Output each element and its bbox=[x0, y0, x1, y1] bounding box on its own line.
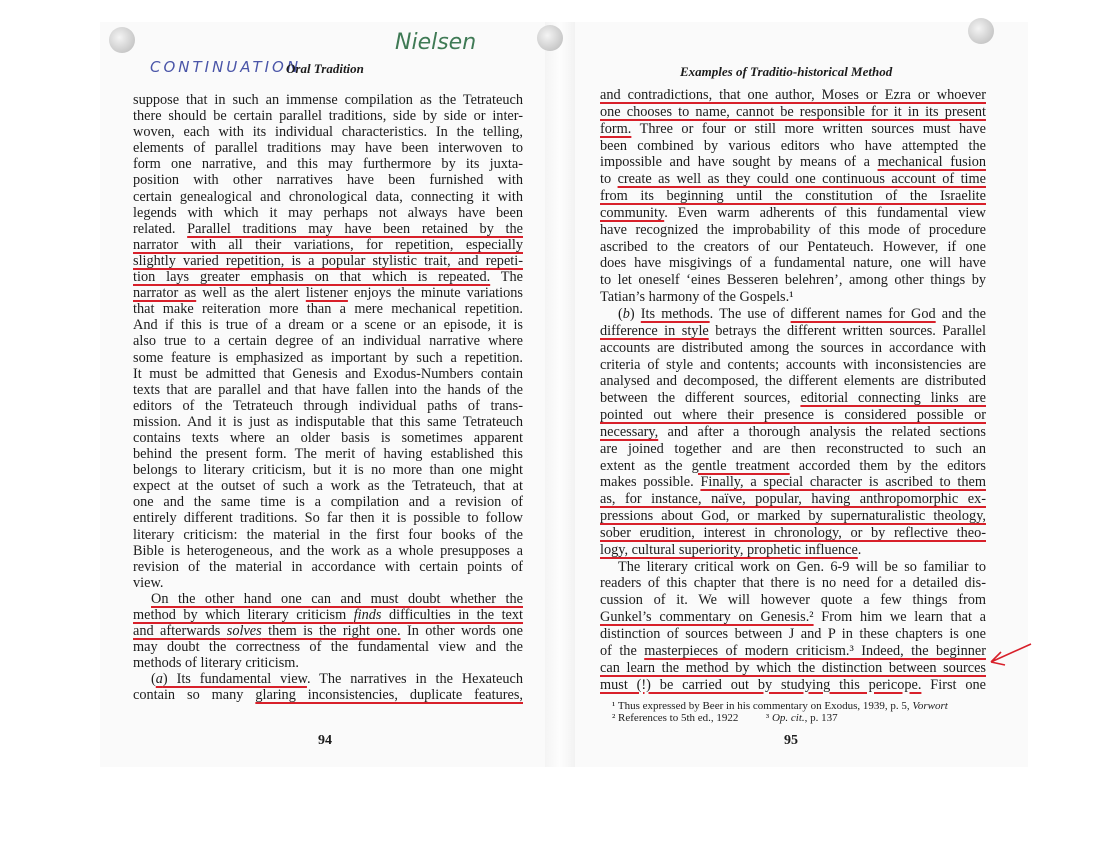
text-segment: there should be certain parallel traditions, side by side or inter- bbox=[133, 108, 523, 125]
text-line bbox=[133, 446, 523, 462]
underlined-text: narrator as bbox=[133, 285, 197, 302]
text-line bbox=[600, 373, 986, 390]
underlined-text: form. bbox=[600, 120, 632, 137]
text-line bbox=[133, 607, 523, 623]
text-segment: And if this is true of a dream or a scene or an episode, it is bbox=[133, 317, 523, 334]
text-segment: ( bbox=[618, 305, 623, 322]
underlined-text: sober erudition, interest in chronology, or by reflective theo- bbox=[600, 524, 986, 541]
text-segment: position with other narratives have been furnished with bbox=[133, 172, 523, 189]
text-segment: may doubt the correctness of the fundamental view and the bbox=[133, 639, 523, 656]
text-line bbox=[133, 687, 523, 703]
text-line bbox=[600, 559, 986, 576]
text-line bbox=[133, 623, 523, 639]
text-line bbox=[600, 390, 986, 407]
footnote bbox=[612, 712, 992, 724]
text-segment: well as the alert bbox=[196, 285, 306, 302]
underlined-text: can learn the method by which the distinction between sources bbox=[600, 659, 986, 676]
text-segment: also true to a certain degree of an individual narrative where bbox=[133, 333, 523, 350]
text-segment: form one narrative, and this may furthermore by its juxta- bbox=[133, 156, 523, 173]
text-line bbox=[133, 543, 523, 559]
text-line bbox=[133, 382, 523, 398]
text-line bbox=[133, 285, 523, 301]
text-line bbox=[133, 92, 523, 108]
text-line bbox=[133, 527, 523, 543]
punch-hole bbox=[968, 18, 994, 44]
underlined-text: and afterwards bbox=[133, 623, 227, 640]
text-line bbox=[600, 609, 986, 626]
text-segment: woven, each with its individual characteristics. In the telling, bbox=[133, 124, 523, 141]
text-line bbox=[600, 407, 986, 424]
text-segment: ³ bbox=[765, 712, 772, 724]
text-line bbox=[600, 474, 986, 491]
text-segment: ¹ Thus expressed by Beer in his commentary on Exodus, 1939, p. 5, bbox=[612, 700, 913, 712]
text-line bbox=[600, 154, 986, 171]
text-segment: expect at the outset of such a work as the Tetrateuch, that at bbox=[133, 478, 523, 495]
punch-hole bbox=[109, 27, 135, 53]
text-segment: and after a thorough analysis the related sections bbox=[658, 423, 986, 440]
underlined-text: Gunkel’s commentary on Genesis.² bbox=[600, 609, 814, 626]
text-segment: First one bbox=[921, 676, 986, 693]
text-segment: . The narratives in the Hexateuch bbox=[306, 671, 523, 688]
text-line bbox=[133, 462, 523, 478]
text-line bbox=[600, 255, 986, 272]
text-segment: distinction of sources between J and P in these chapters is one bbox=[600, 626, 986, 642]
text-line bbox=[600, 306, 986, 323]
text-segment: contain so many bbox=[133, 687, 256, 704]
underlined-text: narrator with all their variations, for repetition, especially bbox=[133, 236, 523, 253]
text-line bbox=[133, 253, 523, 269]
text-line bbox=[133, 494, 523, 510]
text-line bbox=[133, 350, 523, 366]
text-segment: ascribed to the creators of our Pentateuch. However, if one bbox=[600, 238, 986, 255]
text-segment: accorded them by the editors bbox=[789, 457, 986, 474]
text-line bbox=[133, 108, 523, 124]
text-line bbox=[600, 104, 986, 121]
underlined-text: masterpieces of modern criticism.³ Indeed, the beginner bbox=[644, 642, 986, 659]
text-line bbox=[133, 398, 523, 414]
text-segment: readers of this chapter that there is no need for a detailed dis- bbox=[600, 575, 986, 592]
underlined-text: community bbox=[600, 204, 665, 221]
text-segment: Three or four or still more written sources must have bbox=[631, 120, 986, 137]
text-segment: mission. And it is just as indisputable that this same Tetrateuch bbox=[133, 413, 523, 430]
text-segment: revision of the material in accordance with certain points of bbox=[133, 558, 523, 575]
text-segment: Op. cit. bbox=[771, 712, 805, 724]
text-segment: makes possible. bbox=[600, 474, 701, 491]
text-line bbox=[600, 458, 986, 475]
text-line bbox=[600, 239, 986, 256]
text-segment: texts that are parallel and that have fallen into the hands of the bbox=[133, 381, 523, 398]
text-line bbox=[133, 414, 523, 430]
text-line bbox=[600, 121, 986, 138]
text-line bbox=[133, 189, 523, 205]
text-line bbox=[600, 542, 986, 559]
text-segment: that make reiteration more than a mere mechanical repetition. bbox=[133, 301, 523, 318]
text-line bbox=[600, 205, 986, 222]
text-line bbox=[600, 138, 986, 155]
underlined-text: slightly varied repetition, is a popular stylistic trait, and repeti- bbox=[133, 252, 523, 269]
underlined-text: from its beginning until the constitution of the Israelite bbox=[600, 188, 986, 205]
underlined-text: them is the right one. bbox=[261, 623, 401, 640]
text-line bbox=[133, 205, 523, 221]
text-line bbox=[600, 677, 986, 694]
footnote bbox=[612, 700, 992, 712]
text-segment: b bbox=[622, 305, 630, 322]
text-segment: The bbox=[490, 269, 524, 286]
text-segment: extent as the bbox=[600, 457, 692, 474]
text-line bbox=[600, 424, 986, 441]
text-line bbox=[600, 87, 986, 104]
text-segment: some feature is emphasized as important by such a repetition. bbox=[133, 349, 523, 366]
text-line bbox=[133, 221, 523, 237]
punch-hole bbox=[537, 25, 563, 51]
text-line bbox=[600, 491, 986, 508]
underlined-text: finds bbox=[353, 607, 382, 623]
text-segment: ( bbox=[151, 671, 156, 688]
text-segment: belongs to literary criticism, but it is no more than one might bbox=[133, 462, 523, 479]
text-line bbox=[133, 559, 523, 575]
text-segment: editors of the Tetrateuch through individual paths of trans- bbox=[133, 397, 523, 414]
text-segment: certain genealogical and chronological data, connecting it with bbox=[133, 188, 523, 205]
text-segment: been combined by various editors who have attempted the bbox=[600, 137, 986, 154]
text-segment bbox=[738, 712, 766, 724]
text-line bbox=[133, 655, 523, 671]
text-segment: accounts are distributed among the sources in accordance with bbox=[600, 339, 986, 356]
text-line bbox=[600, 171, 986, 188]
text-line bbox=[133, 237, 523, 253]
text-line bbox=[600, 575, 986, 592]
underlined-text: listener bbox=[305, 285, 348, 302]
text-segment: , p. 137 bbox=[804, 712, 838, 724]
text-line bbox=[600, 272, 986, 289]
text-line bbox=[600, 441, 986, 458]
underlined-text: editorial connecting links are bbox=[800, 390, 986, 407]
text-segment: of the bbox=[600, 642, 645, 659]
footnotes bbox=[612, 700, 992, 724]
text-segment: From him we learn that a bbox=[813, 609, 986, 626]
text-segment: Tatian’s harmony of the Gospels.¹ bbox=[600, 289, 794, 306]
text-line bbox=[600, 323, 986, 340]
text-line bbox=[600, 508, 986, 525]
text-segment: one and the same time is a compilation and a revision of bbox=[133, 494, 523, 511]
text-segment: . bbox=[857, 541, 862, 558]
underlined-text: solves bbox=[226, 623, 262, 640]
text-segment: to bbox=[600, 171, 618, 188]
underlined-text: logy, cultural superiority, prophetic influence bbox=[600, 541, 858, 558]
text-segment: It must be admitted that Genesis and Exodus-Numbers contain bbox=[133, 365, 523, 382]
text-segment: In other words one bbox=[400, 623, 524, 640]
text-segment: view. bbox=[133, 574, 164, 591]
underlined-text: tion lays greater emphasis on that which is repeated. bbox=[133, 269, 491, 286]
page-number-right: 95 bbox=[784, 733, 798, 748]
underlined-text: glaring inconsistencies, duplicate features, bbox=[255, 687, 523, 704]
underlined-text: method by which literary criticism bbox=[133, 607, 354, 623]
underlined-text: pointed out where their presence is considered possible or bbox=[600, 407, 986, 424]
underlined-text: difficulties in the text bbox=[381, 607, 524, 623]
text-segment: analysed and decomposed, the different elements are distributed bbox=[600, 373, 986, 390]
handwritten-continuation-note: CONTINUATION bbox=[150, 58, 302, 76]
text-line bbox=[133, 140, 523, 156]
running-head-right: Examples of Traditio-historical Method bbox=[680, 64, 893, 79]
text-segment: contains texts where an older basis is sometimes apparent bbox=[133, 429, 523, 446]
underlined-text: mechanical fusion bbox=[877, 154, 986, 171]
text-line bbox=[133, 591, 523, 607]
underlined-text: create as well as they could one continuous account of time bbox=[617, 171, 986, 188]
text-line bbox=[133, 269, 523, 285]
text-segment: impossible and have sought by means of a bbox=[600, 154, 878, 171]
text-line bbox=[133, 156, 523, 172]
text-line bbox=[600, 289, 986, 306]
text-line bbox=[133, 301, 523, 317]
text-line bbox=[600, 222, 986, 239]
underlined-text: Finally, a special character is ascribed to them bbox=[700, 474, 986, 491]
running-head-left: Oral Tradition bbox=[286, 61, 364, 76]
text-segment: to let oneself ‘eines Besseren belehren’, among other things by bbox=[600, 272, 986, 289]
text-line bbox=[600, 357, 986, 374]
text-line bbox=[133, 575, 523, 591]
text-segment: are joined together and are then reconstructed to such an bbox=[600, 440, 986, 457]
text-segment: . Even warm adherents of this fundamental view bbox=[664, 204, 986, 221]
text-segment: Bible is heterogeneous, and the work as a whole presupposes a bbox=[133, 542, 523, 559]
text-segment: Vorwort bbox=[912, 700, 948, 712]
text-segment: behind the present form. The merit of having established this bbox=[133, 446, 523, 463]
text-segment: between the different sources, bbox=[600, 390, 801, 407]
text-segment: ) bbox=[629, 305, 641, 322]
text-line bbox=[600, 660, 986, 677]
text-line bbox=[600, 643, 986, 660]
underlined-text: Parallel traditions may have been retained by the bbox=[187, 220, 523, 237]
text-segment: cussion of it. We will however quote a few things from bbox=[600, 592, 986, 609]
text-line bbox=[600, 188, 986, 205]
text-segment: elements of parallel traditions may have been interwoven to bbox=[133, 140, 523, 157]
underlined-text: as, for instance, naïve, popular, having anthropomorphic ex- bbox=[600, 491, 986, 508]
underlined-text: Its methods bbox=[640, 305, 710, 322]
right-page-body bbox=[600, 87, 986, 693]
text-segment: related. bbox=[133, 220, 188, 237]
text-segment: enjoys the minute variations bbox=[347, 285, 523, 302]
text-segment: betrays the different written sources. Parallel bbox=[708, 322, 986, 339]
text-line bbox=[600, 592, 986, 609]
underlined-text: and contradictions, that one author, Moses or Ezra or whoever bbox=[600, 87, 986, 103]
underlined-text: On the other hand one can and must doubt whether the bbox=[151, 590, 523, 607]
underlined-text: difference in style bbox=[600, 322, 709, 339]
text-segment: suppose that in such an immense compilation as the Tetrateuch bbox=[133, 92, 523, 108]
text-line bbox=[600, 626, 986, 643]
left-page-body bbox=[133, 92, 523, 704]
text-line bbox=[133, 639, 523, 655]
text-line bbox=[133, 430, 523, 446]
text-segment: and the bbox=[935, 305, 987, 322]
underlined-text: necessary, bbox=[600, 423, 659, 440]
text-segment: criteria of style and contents; accounts with inconsistencies are bbox=[600, 356, 986, 373]
text-segment: entirely different traditions. So far then it is possible to follow bbox=[133, 510, 523, 527]
underlined-text: gentle treatment bbox=[691, 457, 790, 474]
book-gutter bbox=[545, 22, 575, 767]
text-line bbox=[133, 510, 523, 526]
text-line bbox=[133, 478, 523, 494]
underlined-text: different names for God bbox=[790, 305, 936, 322]
text-segment: ² References to 5th ed., 1922 bbox=[612, 712, 739, 724]
text-line bbox=[133, 366, 523, 382]
text-segment: . The use of bbox=[709, 305, 791, 322]
underlined-text: ) Its fundamental view bbox=[162, 671, 307, 688]
text-segment: have recognized the improbability of this mode of procedure bbox=[600, 221, 986, 238]
underlined-text: one chooses to name, cannot be responsible for it in its present bbox=[600, 103, 986, 120]
handwritten-arrow-icon bbox=[985, 640, 1035, 670]
underlined-text: a bbox=[155, 671, 163, 688]
text-line bbox=[133, 333, 523, 349]
text-line bbox=[133, 317, 523, 333]
text-line bbox=[600, 525, 986, 542]
text-line bbox=[600, 340, 986, 357]
text-segment: does have misgivings of a fundamental nature, one will have bbox=[600, 255, 986, 272]
text-segment: methods of literary criticism. bbox=[133, 655, 299, 672]
text-segment: literary criticism: the material in the first four books of the bbox=[133, 526, 523, 543]
text-line bbox=[133, 671, 523, 687]
text-line bbox=[133, 172, 523, 188]
underlined-text: must (!) be carried out by studying this pericope. bbox=[600, 676, 922, 693]
text-segment: The literary critical work on Gen. 6-9 will be so familiar to bbox=[618, 558, 986, 575]
text-segment: legends with which it may perhaps not always have been bbox=[133, 204, 523, 221]
handwritten-name: Nielsen bbox=[395, 30, 477, 55]
underlined-text: pressions about God, or marked by supernaturalistic theology, bbox=[600, 508, 986, 525]
text-line bbox=[133, 124, 523, 140]
page-number-left: 94 bbox=[318, 733, 332, 748]
